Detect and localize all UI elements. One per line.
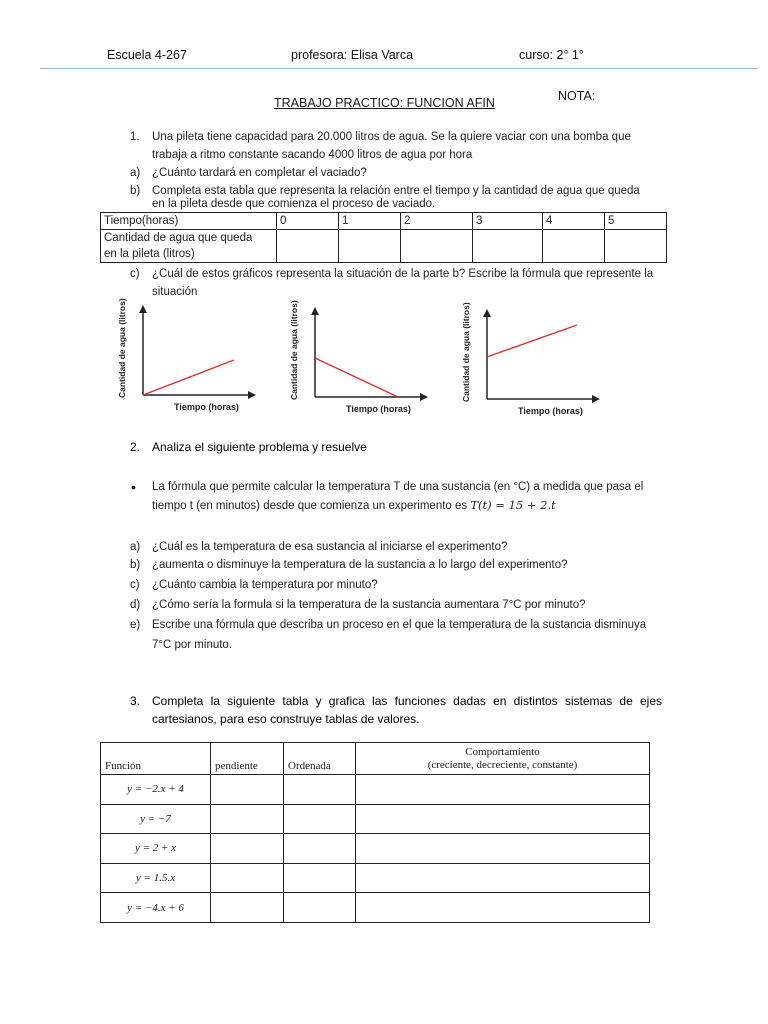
answer-cell[interactable] (277, 230, 339, 263)
section1-line: Una pileta tiene capacidad para 20.000 litros de agua. Se la quiere vaciar con una bomba que (152, 131, 631, 143)
header-divider (40, 68, 758, 69)
function-cell: y = −2.x + 4 (101, 775, 211, 805)
course-label: curso: 2° 1° (519, 48, 584, 62)
question-line: ¿Cuánto cambia la temperatura por minuto? (152, 579, 378, 591)
question-line: en la pileta desde que comienza el proceso de vaciado. (152, 198, 436, 210)
item-label: c) (130, 268, 140, 280)
question-line: ¿aumenta o disminuye la temperatura de la sustancia a lo largo del experimento? (152, 559, 568, 571)
answer-cell[interactable] (284, 804, 356, 834)
grade-label: NOTA: (558, 89, 596, 103)
hour-cell: 5 (605, 213, 667, 230)
section1-number: 1. (130, 131, 140, 143)
answer-cell[interactable] (284, 834, 356, 864)
function-cell: y = 1.5.x (101, 863, 211, 893)
function-cell: y = −7 (101, 804, 211, 834)
question-line: Completa esta tabla que representa la relación entre el tiempo y la cantidad de agua que queda (152, 185, 640, 197)
answer-cell[interactable] (211, 893, 284, 923)
question-line: ¿Cómo sería la formula si la temperatura de la sustancia aumentara 7°C por minuto? (152, 599, 586, 611)
graph-option-1 (112, 298, 262, 418)
graph-y-label: Cantidad de agua (litros) (461, 302, 471, 402)
problem-line: La fórmula que permite calcular la temperatura T de una sustancia (en °C) a medida que pasa el (152, 481, 644, 493)
answer-cell[interactable] (284, 863, 356, 893)
item-label: b) (130, 559, 141, 571)
answer-cell[interactable] (211, 804, 284, 834)
answer-cell[interactable] (211, 863, 284, 893)
answer-cell[interactable] (356, 893, 650, 923)
formula: T(t) = 15 + 2.t (470, 498, 556, 512)
hour-cell: 2 (401, 213, 473, 230)
answer-cell[interactable] (339, 230, 401, 263)
section3-line: Completa la siguiente tabla y grafica las funciones dadas en distintos sistemas de ejes (152, 694, 662, 708)
question-line: situación (152, 286, 198, 298)
hour-cell: 4 (543, 213, 605, 230)
answer-cell[interactable] (284, 775, 356, 805)
water-table (100, 212, 667, 263)
answer-cell[interactable] (356, 834, 650, 864)
header-ordenada: Ordenada (284, 743, 356, 775)
bullet-icon: • (131, 479, 136, 495)
item-label: d) (130, 599, 141, 611)
section2-heading: Analiza el siguiente problema y resuelve (152, 440, 367, 454)
header-comportamiento (356, 743, 650, 775)
function-cell: y = 2 + x (101, 834, 211, 864)
graph-x-label: Tiempo (horas) (346, 404, 411, 414)
school-name: Escuela 4-267 (107, 48, 187, 62)
question-line: Escribe una fórmula que describa un proceso en el que la temperatura de la sustancia disminuya (152, 619, 647, 631)
header-funcion: Función (101, 743, 211, 775)
graph-x-label: Tiempo (horas) (174, 402, 239, 412)
table-row-label (101, 230, 277, 263)
item-label: a) (130, 167, 141, 179)
answer-cell[interactable] (543, 230, 605, 263)
graph-y-label: Cantidad de agua (litros) (289, 300, 299, 400)
graph-option-3 (456, 302, 606, 422)
problem-text: tiempo t (en minutos) desde que comienza un experimento es (152, 500, 468, 512)
teacher-name: profesora: Elisa Varca (291, 48, 414, 62)
answer-cell[interactable] (473, 230, 543, 263)
question-line: ¿Cuánto tardará en completar el vaciado? (152, 167, 367, 179)
header-comportamiento-line: Comportamiento (465, 745, 540, 758)
item-label: c) (130, 579, 140, 591)
answer-cell[interactable] (356, 863, 650, 893)
item-label: b) (130, 185, 141, 197)
graph-x-label: Tiempo (horas) (518, 406, 583, 416)
function-cell: y = −4.x + 6 (101, 893, 211, 923)
answer-cell[interactable] (356, 775, 650, 805)
page-title: TRABAJO PRACTICO: FUNCION AFIN (274, 96, 495, 110)
graph-option-2 (284, 300, 434, 420)
item-label: e) (130, 619, 141, 631)
answer-cell[interactable] (284, 893, 356, 923)
functions-table (100, 742, 650, 923)
answer-cell[interactable] (211, 775, 284, 805)
section3-number: 3. (130, 694, 141, 708)
table-row-label: Tiempo(horas) (101, 213, 277, 230)
answer-cell[interactable] (211, 834, 284, 864)
graph-y-label: Cantidad de agua (litros) (117, 298, 127, 398)
row-label-line: Cantidad de agua que queda (104, 232, 253, 244)
hour-cell: 1 (339, 213, 401, 230)
row-label-line: en la pileta (litros) (104, 248, 195, 260)
header-pendiente: pendiente (211, 743, 284, 775)
question-line: ¿Cuál de estos gráficos representa la situación de la parte b? Escribe la fórmula que represente la (152, 268, 654, 280)
answer-cell[interactable] (356, 804, 650, 834)
answer-cell[interactable] (401, 230, 473, 263)
answer-cell[interactable] (605, 230, 667, 263)
question-line: ¿Cuál es la temperatura de esa sustancia al iniciarse el experimento? (152, 541, 508, 553)
section1-line: trabaja a ritmo constante sacando 4000 litros de agua por hora (152, 149, 473, 161)
hour-cell: 3 (473, 213, 543, 230)
section2-number: 2. (130, 440, 141, 454)
question-line: 7°C por minuto. (152, 639, 233, 651)
header-comportamiento-line: (creciente, decreciente, constante) (427, 758, 578, 771)
item-label: a) (130, 541, 141, 553)
problem-line (152, 496, 556, 515)
hour-cell: 0 (277, 213, 339, 230)
section3-line: cartesianos, para eso construye tablas de valores. (152, 712, 420, 726)
